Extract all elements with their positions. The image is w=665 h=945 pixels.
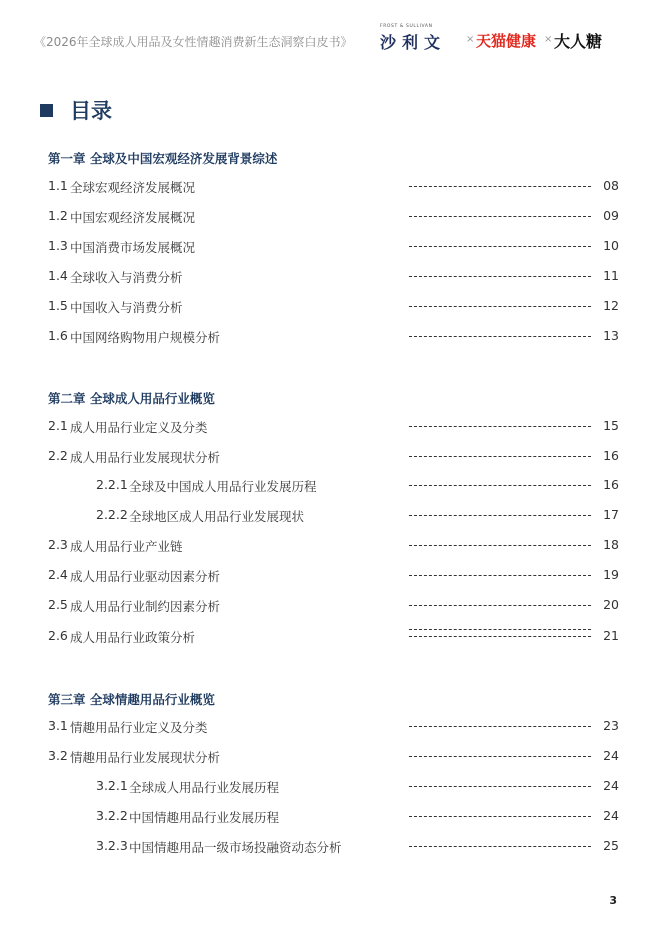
entry-number: 1.5 xyxy=(48,298,68,313)
dot-leader xyxy=(409,575,591,576)
entry-number: 2.2 xyxy=(48,448,68,463)
entry-number: 1.1 xyxy=(48,178,68,193)
toc-entry[interactable] xyxy=(0,718,665,736)
entry-number: 2.1 xyxy=(48,418,68,433)
entry-number: 3.2.2 xyxy=(96,808,128,823)
toc-entry[interactable] xyxy=(0,808,665,826)
toc-entry[interactable] xyxy=(0,178,665,196)
entry-page: 19 xyxy=(603,567,619,582)
entry-label: 成人用品行业驱动因素分析 xyxy=(70,569,221,584)
toc-entry[interactable] xyxy=(0,778,665,796)
dot-leader xyxy=(409,186,591,187)
document-title: 《2026年全球成人用品及女性情趣消费新生态洞察白皮书》 xyxy=(34,35,353,49)
entry-label: 情趣用品行业发展现状分析 xyxy=(70,750,221,765)
entry-page: 11 xyxy=(603,268,619,283)
entry-number: 2.6 xyxy=(48,628,68,643)
dot-leader xyxy=(409,216,591,217)
entry-label: 中国网络购物用户规模分析 xyxy=(70,330,221,345)
partner-logos xyxy=(374,24,629,52)
entry-number: 1.2 xyxy=(48,208,68,223)
toc-entry[interactable] xyxy=(0,238,665,256)
entry-page: 12 xyxy=(603,298,619,313)
entry-number: 1.3 xyxy=(48,238,68,253)
daren-tang-logo: 大人糖 xyxy=(554,32,603,51)
entry-page: 25 xyxy=(603,838,619,853)
toc-entry[interactable] xyxy=(0,567,665,585)
entry-label: 全球收入与消费分析 xyxy=(70,270,183,285)
entry-number: 3.2.3 xyxy=(96,838,128,853)
toc-heading xyxy=(40,95,112,125)
toc-entry[interactable] xyxy=(0,597,665,615)
entry-label: 成人用品行业政策分析 xyxy=(70,630,196,645)
entry-label: 成人用品行业制约因素分析 xyxy=(70,599,221,614)
entry-page: 20 xyxy=(603,597,619,612)
entry-label: 中国情趣用品一级市场投融资动态分析 xyxy=(129,840,342,855)
toc-entry[interactable] xyxy=(0,748,665,766)
heading-square-icon xyxy=(40,104,53,117)
entry-label: 全球宏观经济发展概况 xyxy=(70,180,196,195)
entry-label: 全球地区成人用品行业发展现状 xyxy=(129,509,305,524)
logo-separator: × xyxy=(544,34,553,45)
entry-number: 2.4 xyxy=(48,567,68,582)
logo-separator: × xyxy=(466,34,475,45)
toc-entry[interactable] xyxy=(0,298,665,316)
dot-leader xyxy=(409,276,591,277)
dot-leader xyxy=(409,426,591,427)
dot-leader xyxy=(409,726,591,727)
toc-entry[interactable] xyxy=(0,537,665,555)
dot-leader xyxy=(409,246,591,247)
entry-label: 中国宏观经济发展概况 xyxy=(70,210,196,225)
entry-page: 15 xyxy=(603,418,619,433)
dot-leader xyxy=(409,485,591,486)
chapter-title: 第二章 全球成人用品行业概览 xyxy=(48,391,215,406)
toc-entry[interactable] xyxy=(0,208,665,226)
entry-page: 16 xyxy=(603,477,619,492)
entry-label: 成人用品行业产业链 xyxy=(70,539,183,554)
frost-sullivan-logo-name: 沙利文 xyxy=(380,33,447,52)
dot-leader xyxy=(409,816,591,817)
entry-number: 3.2.1 xyxy=(96,778,128,793)
toc-entry[interactable] xyxy=(0,477,665,495)
entry-number: 2.5 xyxy=(48,597,68,612)
dot-leader xyxy=(409,846,591,847)
entry-number: 2.3 xyxy=(48,537,68,552)
entry-label: 成人用品行业定义及分类 xyxy=(70,420,208,435)
entry-label: 中国消费市场发展概况 xyxy=(70,240,196,255)
dot-leader xyxy=(409,786,591,787)
entry-page: 18 xyxy=(603,537,619,552)
frost-sullivan-logo xyxy=(374,24,464,52)
toc-entry[interactable] xyxy=(0,628,665,646)
entry-page: 16 xyxy=(603,448,619,463)
entry-number: 3.1 xyxy=(48,718,68,733)
toc-entry[interactable] xyxy=(0,328,665,346)
dot-leader xyxy=(409,306,591,307)
entry-page: 24 xyxy=(603,748,619,763)
entry-page: 17 xyxy=(603,507,619,522)
entry-label: 中国收入与消费分析 xyxy=(70,300,183,315)
page-number: 3 xyxy=(609,894,617,907)
frost-sullivan-logo-subtitle: FROST & SULLIVAN xyxy=(380,24,433,29)
toc-entry[interactable] xyxy=(0,448,665,466)
dot-leader xyxy=(409,545,591,546)
entry-page: 08 xyxy=(603,178,619,193)
entry-page: 09 xyxy=(603,208,619,223)
dot-leader xyxy=(409,636,591,637)
toc-entry[interactable] xyxy=(0,268,665,286)
entry-label: 成人用品行业发展现状分析 xyxy=(70,450,221,465)
dot-leader xyxy=(409,756,591,757)
entry-label: 中国情趣用品行业发展历程 xyxy=(129,810,280,825)
entry-page: 24 xyxy=(603,778,619,793)
chapter-title: 第一章 全球及中国宏观经济发展背景综述 xyxy=(48,151,278,166)
entry-number: 2.2.2 xyxy=(96,507,128,522)
entry-number: 2.2.1 xyxy=(96,477,128,492)
toc-entry[interactable] xyxy=(0,838,665,856)
entry-page: 13 xyxy=(603,328,619,343)
entry-label: 全球及中国成人用品行业发展历程 xyxy=(129,479,317,494)
toc-entry[interactable] xyxy=(0,418,665,436)
entry-page: 23 xyxy=(603,718,619,733)
toc-title: 目录 xyxy=(70,99,112,123)
entry-page: 21 xyxy=(603,628,619,643)
entry-number: 1.4 xyxy=(48,268,68,283)
entry-label: 全球成人用品行业发展历程 xyxy=(129,780,280,795)
dot-leader xyxy=(409,456,591,457)
entry-page: 24 xyxy=(603,808,619,823)
dot-leader xyxy=(409,336,591,337)
toc-entry[interactable] xyxy=(0,507,665,525)
chapter-title: 第三章 全球情趣用品行业概览 xyxy=(48,692,215,707)
entry-number: 3.2 xyxy=(48,748,68,763)
tmall-health-logo: 天猫健康 xyxy=(476,32,537,50)
entry-number: 1.6 xyxy=(48,328,68,343)
dot-leader xyxy=(409,515,591,516)
dot-leader xyxy=(409,605,591,606)
entry-label: 情趣用品行业定义及分类 xyxy=(70,720,208,735)
entry-page: 10 xyxy=(603,238,619,253)
